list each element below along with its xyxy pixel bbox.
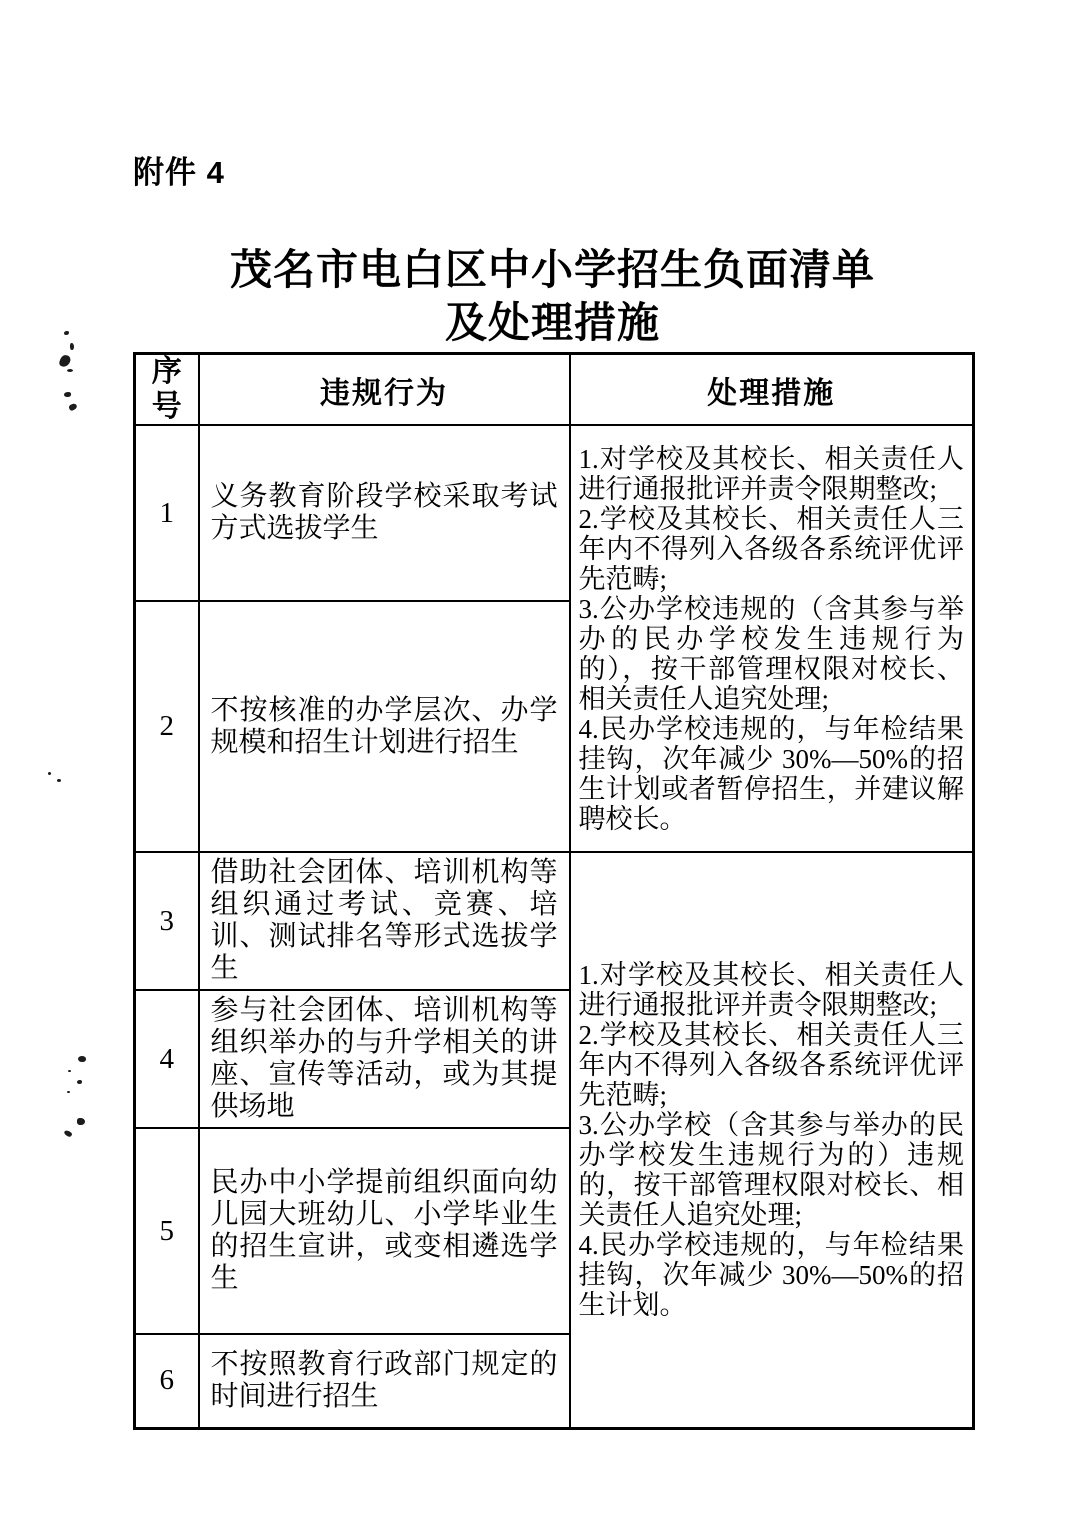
header-cell-no [135, 354, 199, 426]
document-title-line-2: 及处理措施 [444, 299, 660, 346]
scan-artifact-speck [63, 1129, 72, 1137]
row-1-violation: 义务教育阶段学校采取考试方式选拔学生 [199, 425, 570, 601]
measure-item: 4.民办学校违规的，与年检结果挂钩，次年减少 30%—50%的招生计划或者暂停招生，并建议解聘校长。 [578, 713, 964, 834]
row-3-violation: 借助社会团体、培训机构等组织通过考试、竞赛、培训、测试排名等形式选拔学生 [199, 852, 570, 990]
row-6-violation: 不按照教育行政部门规定的时间进行招生 [199, 1334, 570, 1428]
attachment-label: 附件 4 [133, 155, 225, 190]
scan-artifact-speck [64, 392, 71, 397]
scan-artifact-speck [67, 369, 73, 372]
scan-artifact-speck [48, 772, 51, 775]
measure-item: 2.学校及其校长、相关责任人三年内不得列入各级各系统评优评先范畴; [578, 503, 964, 594]
row-4-number: 4 [135, 990, 199, 1128]
measure-item: 1.对学校及其校长、相关责任人进行通报批评并责令限期整改; [578, 959, 964, 1020]
header-cell-measures: 处理措施 [570, 354, 974, 426]
scan-artifact-speck [77, 1118, 85, 1125]
row-2-violation: 不按核准的办学层次、办学规模和招生计划进行招生 [199, 601, 570, 852]
table-row [135, 425, 974, 601]
measures-cell-group-2 [570, 852, 974, 1428]
scan-artifact-speck [68, 1070, 71, 1072]
table-row [135, 852, 974, 990]
measure-item: 3.公办学校（含其参与举办的民办学校发生违规行为的）违规的，按干部管理权限对校长、相关责任人追究处理; [578, 1109, 964, 1230]
row-3-number: 3 [135, 852, 199, 990]
negative-list-table [133, 352, 975, 1430]
measure-item: 1.对学校及其校长、相关责任人进行通报批评并责令限期整改; [578, 443, 964, 504]
scan-artifact-speck [78, 1056, 86, 1062]
row-5-number: 5 [135, 1128, 199, 1334]
measure-item: 2.学校及其校长、相关责任人三年内不得列入各级各系统评优评先范畴; [578, 1019, 964, 1110]
scan-artifact-speck [70, 343, 74, 350]
row-1-number: 1 [135, 425, 199, 601]
row-2-number: 2 [135, 601, 199, 852]
measure-item: 3.公办学校违规的（含其参与举办的民办学校发生违规行为的），按干部管理权限对校长、相关责任人追究处理; [578, 593, 964, 714]
measures-cell-group-1 [570, 425, 974, 852]
scan-artifact-speck [58, 354, 72, 369]
measure-item: 4.民办学校违规的，与年检结果挂钩，次年减少 30%—50%的招生计划。 [578, 1229, 964, 1320]
scan-artifact-speck [64, 331, 69, 335]
document-title-line-1: 茂名市电白区中小学招生负面清单 [229, 246, 875, 293]
row-4-violation: 参与社会团体、培训机构等组织举办的与升学相关的讲座、宣传等活动，或为其提供场地 [199, 990, 570, 1128]
scan-artifact-speck [77, 1080, 82, 1084]
scan-artifact-speck [68, 403, 78, 412]
row-5-violation: 民办中小学提前组织面向幼儿园大班幼儿、小学毕业生的招生宣讲，或变相遴选学生 [199, 1128, 570, 1334]
row-6-number: 6 [135, 1334, 199, 1428]
header-no-label: 序号 [151, 355, 182, 423]
header-cell-violation: 违规行为 [199, 354, 570, 426]
scan-artifact-speck [67, 1091, 70, 1093]
scan-artifact-speck [57, 779, 61, 782]
table-header-row [135, 354, 974, 426]
document-title [133, 243, 972, 349]
